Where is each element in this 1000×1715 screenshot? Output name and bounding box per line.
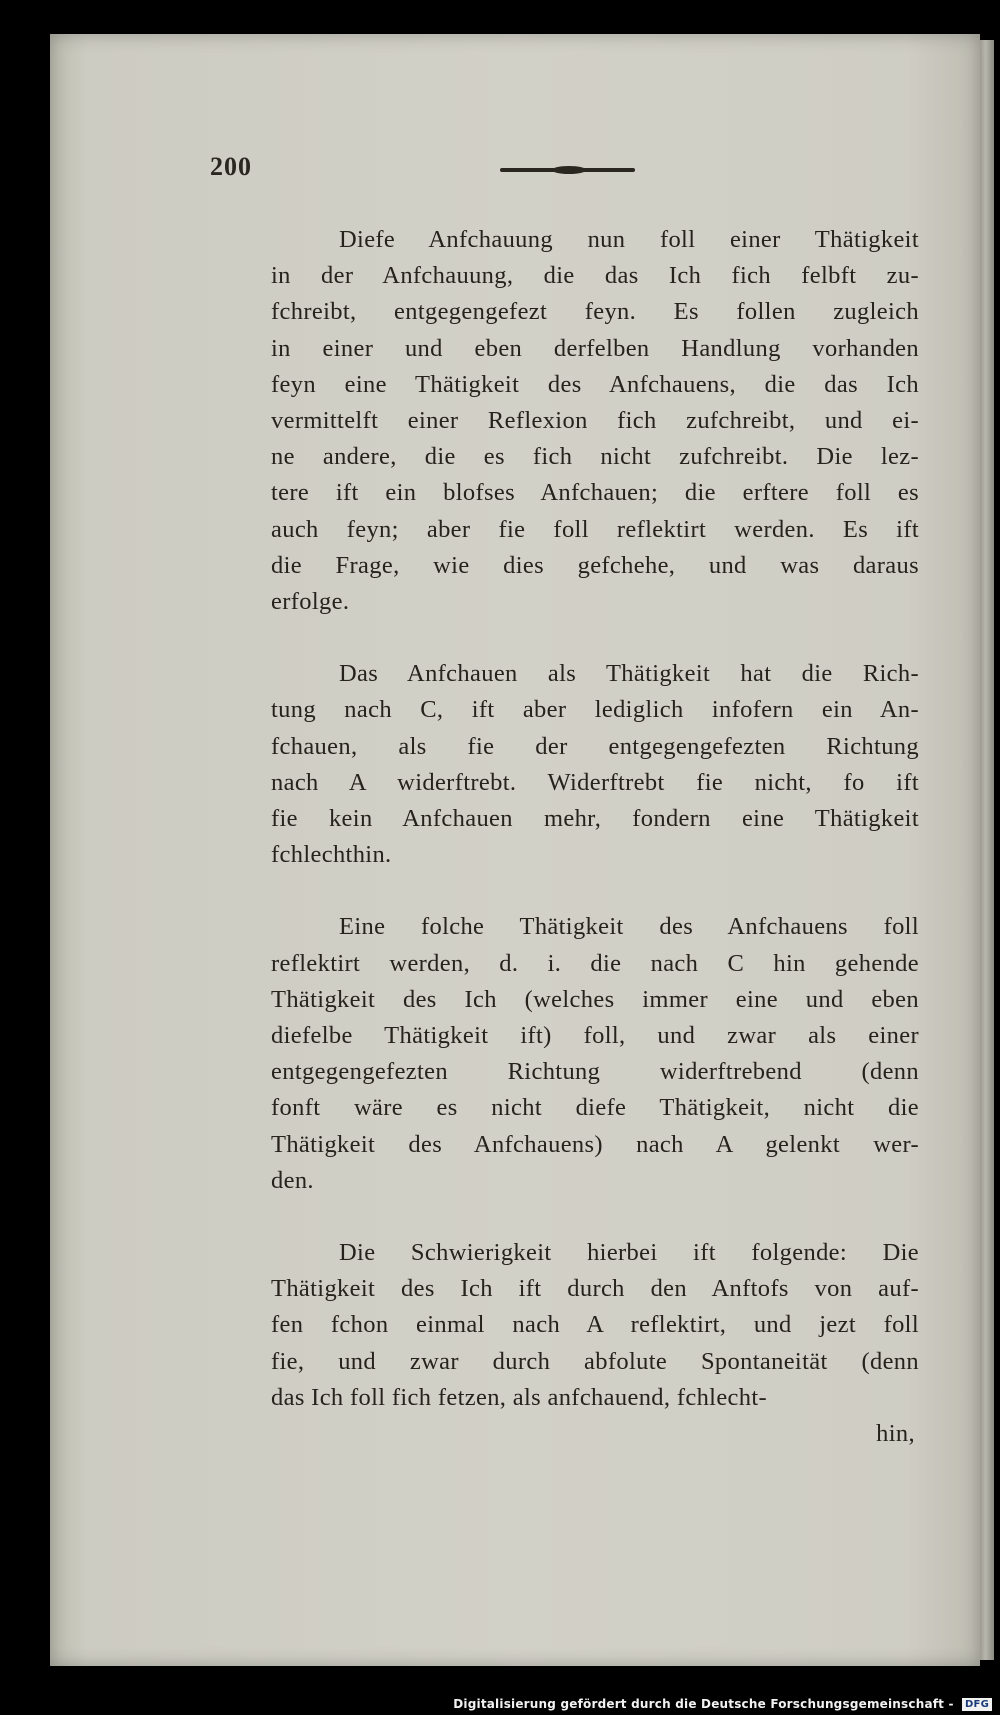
text-line: fchauen, als fie der entgegengefezten Richtung — [271, 732, 919, 760]
text-line: fonft wäre es nicht diefe Thätigkeit, nicht die — [271, 1094, 919, 1122]
text-line: Die Schwierigkeit hierbei ift folgende: Die — [339, 1239, 919, 1267]
text-line: fie, und zwar durch abfolute Spontaneität (denn — [271, 1347, 919, 1375]
text-line: vermittelft einer Reflexion fich zufchreibt, und ei- — [271, 407, 919, 435]
text-line: tung nach C, ift aber lediglich infofern ein An- — [271, 696, 919, 724]
paragraph — [271, 1235, 919, 1416]
text-line: Diefe Anfchauung nun foll einer Thätigkeit — [339, 226, 919, 253]
text-line: fie kein Anfchauen mehr, fondern eine Thätigkeit — [271, 805, 919, 833]
text-line: Das Anfchauen als Thätigkeit hat die Rich- — [339, 660, 919, 688]
text-line: das Ich foll fich fetzen, als anfchauend, fchlecht- — [271, 1383, 768, 1411]
text-line: in der Anfchauung, die das Ich fich felbft zu- — [271, 262, 919, 290]
text-line: fen fchon einmal nach A reflektirt, und jezt foll — [271, 1311, 919, 1339]
header-ornament-rule — [500, 168, 635, 172]
text-line: erfolge. — [271, 588, 350, 616]
page-number: 200 — [210, 152, 252, 181]
text-line: in einer und eben derfelben Handlung vorhanden — [271, 334, 919, 362]
digitization-footer — [453, 1697, 992, 1711]
text-line: diefelbe Thätigkeit ift) foll, und zwar als einer — [271, 1022, 919, 1050]
text-line: Thätigkeit des Ich (welches immer eine und eben — [271, 985, 919, 1013]
text-line: entgegengefezten Richtung widerftrebend (denn — [271, 1058, 919, 1086]
text-line: die Frage, wie dies gefchehe, und was daraus — [271, 551, 919, 579]
text-line: Eine folche Thätigkeit des Anfchauens foll — [339, 913, 919, 941]
paragraph — [271, 656, 919, 873]
text-line: ne andere, die es fich nicht zufchreibt. Die lez- — [271, 443, 919, 471]
footer-text: Digitalisierung gefördert durch die Deutsche Forschungsgemeinschaft - — [453, 1697, 954, 1711]
text-line: Thätigkeit des Anfchauens) nach A gelenkt wer- — [271, 1130, 919, 1158]
text-line: den. — [271, 1166, 314, 1194]
text-line: Thätigkeit des Ich ift durch den Anftofs von auf- — [271, 1275, 919, 1303]
text-line: fchlechthin. — [271, 841, 392, 869]
text-line: tere ift ein blofses Anfchauen; die erftere foll es — [271, 479, 919, 507]
paragraph — [271, 222, 919, 620]
text-line: nach A widerftrebt. Widerftrebt fie nicht, fo ift — [271, 768, 919, 796]
dfg-logo: DFG — [962, 1698, 992, 1711]
text-line: fchreibt, entgegengefezt feyn. Es follen zugleich — [271, 298, 919, 326]
catchword: hin, — [876, 1420, 915, 1448]
text-line: auch feyn; aber fie foll reflektirt werden. Es ift — [271, 515, 919, 543]
text-line: reflektirt werden, d. i. die nach C hin gehende — [271, 949, 919, 977]
page-edge — [980, 40, 994, 1660]
text-line: feyn eine Thätigkeit des Anfchauens, die das Ich — [271, 370, 919, 398]
paragraph — [271, 909, 919, 1199]
body-text — [271, 222, 919, 1452]
